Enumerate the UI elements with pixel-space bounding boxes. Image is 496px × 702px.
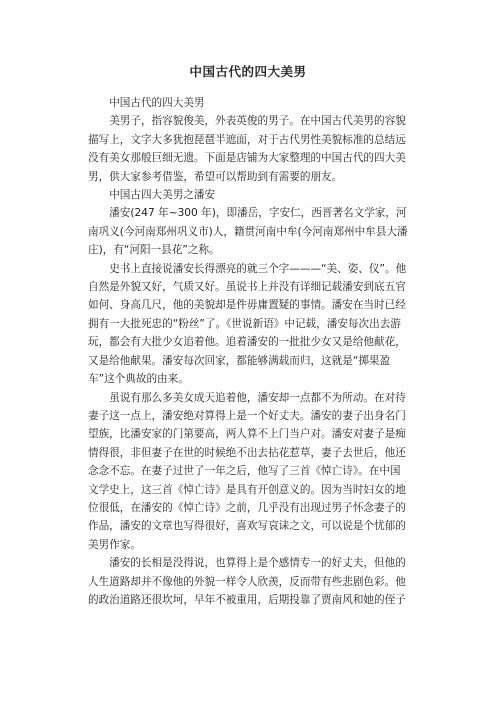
body-paragraph: 潘安(247 年~300 年)，即潘岳，字安仁，西晋著名文学家，河南巩义(今河南郑州巩义市)人，籍贯河南中牟(今河南郑州中牟县大潘庄)，有“河阳一县花”之称。 <box>88 207 408 257</box>
document-body <box>88 94 410 609</box>
body-paragraph: 史书上直接说潘安长得漂亮的就三个字———“美、姿、仪”。他自然是外貌又好，气质又好。虽说书上并没有详细记载潘安到底五官如何、身高几尺，他的美貌却是件毋庸置疑的事情。潘安在当时已经拥有一大批死忠的“粉丝”了。《世说新语》中记载，潘安每次出去游玩，都会有大批少女追着他。追着潘安的一批批少女又是给他献花，又是给他献果。潘安每次回家，都能够满载而归，这就是“掷果盈车”这个典故的由来。 <box>88 262 407 386</box>
section-heading: 中国古四大美男之潘安 <box>109 189 216 202</box>
body-paragraph: 虽说有那么多美女成天追着他，潘安却一点都不为所动。在对待妻子这一点上，潘安绝对算得上是一个好丈夫。潘安的妻子出身名门望族，比潘安家的门第要高，两人算不上门当户对。潘安对妻子是痴情得很，非但妻子在世的时候绝不出去拈花惹草，妻子去世后，他还念念不忘。在妻子过世了一年之后，他写了三首《悼亡诗》。在中国文学史上，这三首《悼亡诗》是具有开创意义的。因为当时妇女的地位很低，在潘安的《悼亡诗》之前，几乎没有出现过男子怀念妻子的作品，潘安的文章也写得很好，喜欢写哀诔之文，可以说是个忧郁的美男作家。 <box>88 391 406 551</box>
body-paragraph: 潘安的长相是没得说，也算得上是个感情专一的好丈夫，但他的人生道路却并不像他的外貌一样令人欣羡，反而带有些悲剧色彩。他的政治道路还很坎坷，早年不被重用，后期投靠了贾南风和她的侄子 <box>88 557 406 606</box>
intro-paragraph: 美男子，指容貌俊美，外表英俊的男子。在中国古代美男的容貌描写上，文字大多犹抱琵琶半遮面，对于古代男性美貌标准的总结远没有美女那般巨细无遗。下面是店铺为大家整理的中国古代的四大美男，供大家参考借鉴，希望可以帮助到有需要的朋友。 <box>88 115 406 183</box>
document-title: 中国古代的四大美男 <box>189 64 307 79</box>
subtitle-paragraph: 中国古代的四大美男 <box>109 97 205 109</box>
